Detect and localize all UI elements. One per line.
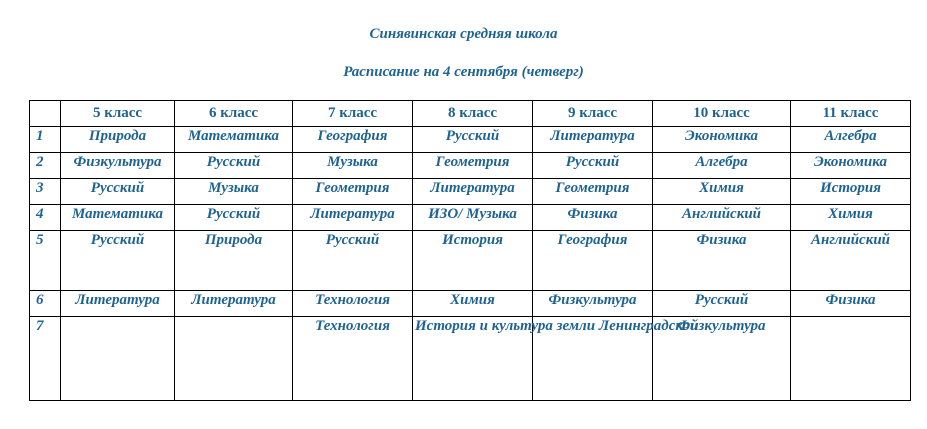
lesson-cell: География bbox=[293, 127, 413, 153]
lesson-cell: ИЗО/ Музыка bbox=[413, 205, 533, 231]
lesson-cell: Химия bbox=[413, 291, 533, 317]
lesson-cell: Природа bbox=[175, 231, 293, 291]
lesson-cell: Русский bbox=[61, 231, 175, 291]
lesson-cell: Музыка bbox=[175, 179, 293, 205]
column-header: 8 класс bbox=[413, 101, 533, 127]
lesson-cell: Геометрия bbox=[413, 153, 533, 179]
lesson-cell: Технология bbox=[293, 317, 413, 401]
lesson-cell: Литература bbox=[413, 179, 533, 205]
lesson-cell: Русский bbox=[175, 153, 293, 179]
lesson-cell: География bbox=[533, 231, 653, 291]
lesson-cell: История и культура земли Ленинградской bbox=[413, 317, 533, 401]
schedule-table bbox=[29, 100, 911, 401]
column-header: 5 класс bbox=[61, 101, 175, 127]
lesson-cell: Математика bbox=[61, 205, 175, 231]
column-header: 9 класс bbox=[533, 101, 653, 127]
lesson-number: 1 bbox=[30, 127, 61, 153]
lesson-cell: Физика bbox=[791, 291, 911, 317]
lesson-cell: Физика bbox=[533, 205, 653, 231]
lesson-cell: Технология bbox=[293, 291, 413, 317]
lesson-row bbox=[30, 317, 911, 401]
header-row bbox=[30, 101, 911, 127]
lesson-cell: Литература bbox=[293, 205, 413, 231]
lesson-cell: Геометрия bbox=[533, 179, 653, 205]
lesson-cell bbox=[61, 317, 175, 401]
lesson-cell: Алгебра bbox=[791, 127, 911, 153]
lesson-cell: Физкультура bbox=[61, 153, 175, 179]
lesson-cell: История bbox=[791, 179, 911, 205]
school-title: Синявинская средняя школа bbox=[369, 26, 558, 42]
lesson-row bbox=[30, 179, 911, 205]
lesson-cell: Русский bbox=[653, 291, 791, 317]
lesson-number: 7 bbox=[30, 317, 61, 401]
lesson-cell: Экономика bbox=[653, 127, 791, 153]
lesson-cell: Физика bbox=[653, 231, 791, 291]
lesson-cell: Физкультура bbox=[533, 291, 653, 317]
lesson-row bbox=[30, 205, 911, 231]
lesson-row bbox=[30, 231, 911, 291]
lesson-cell: Геометрия bbox=[293, 179, 413, 205]
lesson-cell: Русский bbox=[175, 205, 293, 231]
lesson-cell: Литература bbox=[175, 291, 293, 317]
lesson-cell: Алгебра bbox=[653, 153, 791, 179]
lesson-cell: Музыка bbox=[293, 153, 413, 179]
lesson-cell: Русский bbox=[293, 231, 413, 291]
lesson-cell: Литература bbox=[533, 127, 653, 153]
lesson-row bbox=[30, 291, 911, 317]
lesson-cell: Русский bbox=[533, 153, 653, 179]
lesson-number: 5 bbox=[30, 231, 61, 291]
lesson-cell bbox=[791, 317, 911, 401]
lesson-cell: Литература bbox=[61, 291, 175, 317]
lesson-cell: Природа bbox=[61, 127, 175, 153]
column-header: 10 класс bbox=[653, 101, 791, 127]
lesson-row bbox=[30, 127, 911, 153]
lesson-cell bbox=[175, 317, 293, 401]
lesson-cell: Математика bbox=[175, 127, 293, 153]
lesson-number: 2 bbox=[30, 153, 61, 179]
lesson-number: 6 bbox=[30, 291, 61, 317]
corner-cell bbox=[30, 101, 61, 127]
lesson-cell: Химия bbox=[791, 205, 911, 231]
lesson-cell: Физкультура bbox=[653, 317, 791, 401]
lesson-cell: Русский bbox=[413, 127, 533, 153]
lesson-cell: Экономика bbox=[791, 153, 911, 179]
column-header: 11 класс bbox=[791, 101, 911, 127]
lesson-number: 4 bbox=[30, 205, 61, 231]
column-header: 7 класс bbox=[293, 101, 413, 127]
lesson-cell: Английский bbox=[653, 205, 791, 231]
lesson-cell: Английский bbox=[791, 231, 911, 291]
lesson-cell: История bbox=[413, 231, 533, 291]
schedule-title: Расписание на 4 сентября (четверг) bbox=[343, 64, 584, 80]
lesson-number: 3 bbox=[30, 179, 61, 205]
lesson-row bbox=[30, 153, 911, 179]
lesson-cell: Химия bbox=[653, 179, 791, 205]
column-header: 6 класс bbox=[175, 101, 293, 127]
lesson-cell: Русский bbox=[61, 179, 175, 205]
